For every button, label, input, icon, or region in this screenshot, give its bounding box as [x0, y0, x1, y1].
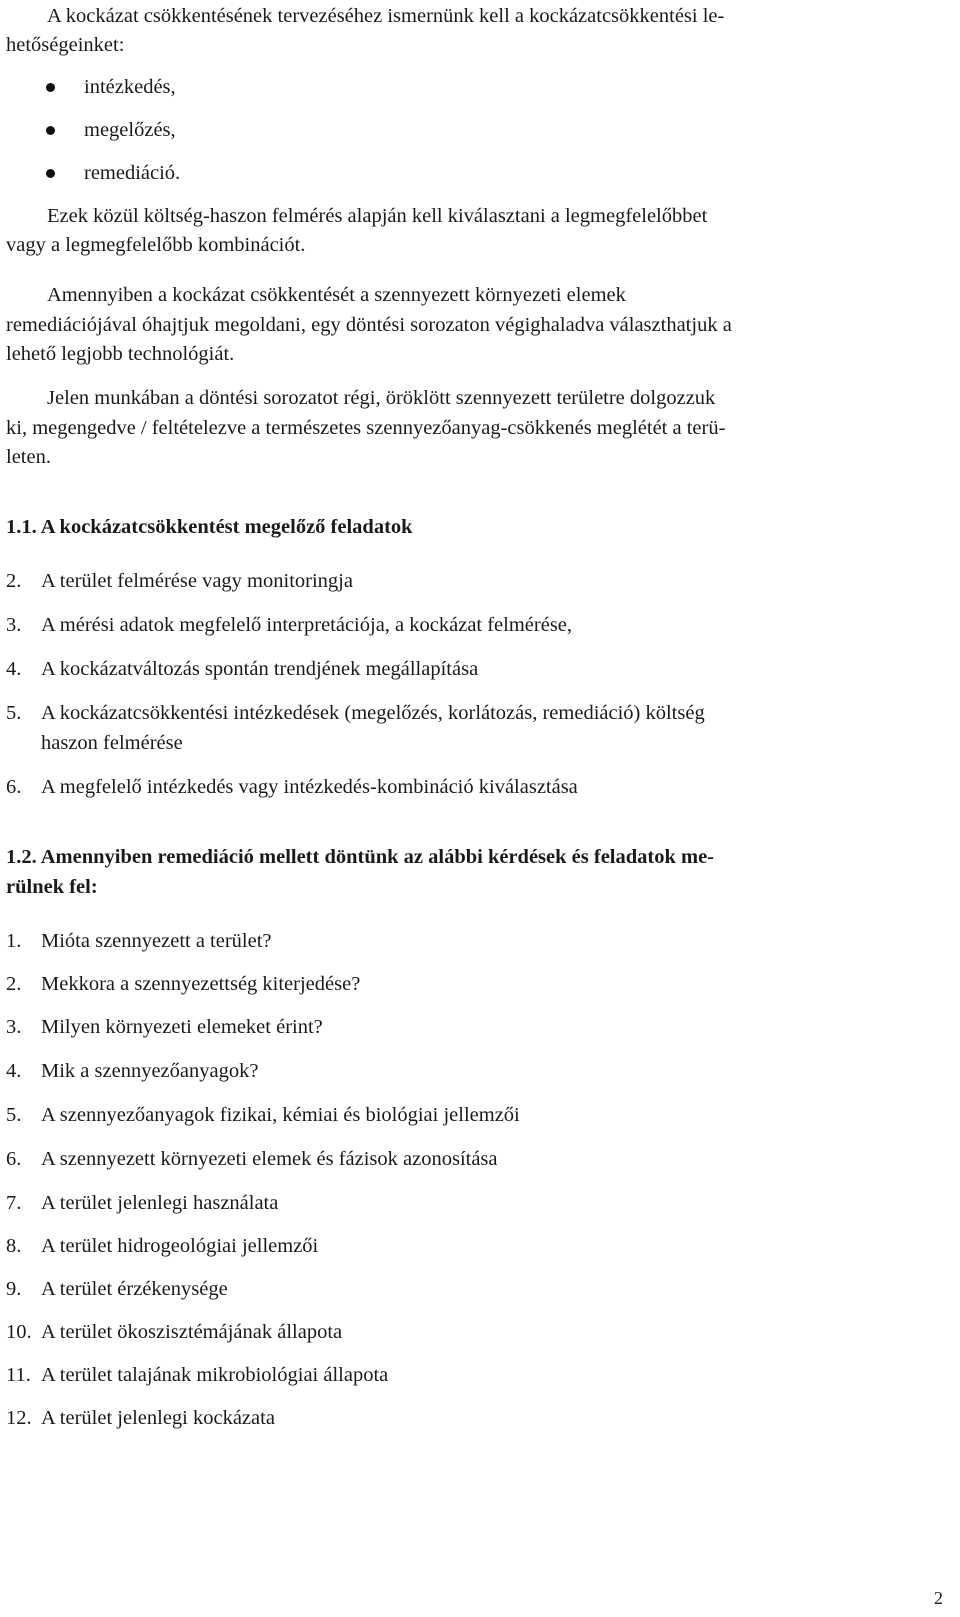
list-item-number: 5.: [6, 702, 22, 724]
list-item-text: Mióta szennyezett a terület?: [41, 930, 272, 952]
list-item-text: A kockázatcsökkentési intézkedések (megelőzés, korlátozás, remediáció) költség: [41, 702, 705, 724]
list-item-number: 10.: [6, 1321, 32, 1343]
list-item-text: A terület hidrogeológiai jellemzői: [41, 1235, 319, 1257]
bullet-dot-icon: [46, 83, 55, 92]
paragraph2-line-1: Amennyiben a kockázat csökkentését a szennyezett környezeti elemek: [47, 284, 626, 306]
list-item-text: A terület felmérése vagy monitoringja: [41, 570, 353, 592]
list-item-number: 4.: [6, 658, 22, 680]
list-item-text: A szennyezőanyagok fizikai, kémiai és biológiai jellemzői: [41, 1104, 520, 1126]
bullet-item-2: megelőzés,: [84, 119, 176, 141]
list-item-text: Milyen környezeti elemeket érint?: [41, 1016, 323, 1038]
list-item-text-continued: haszon felmérése: [41, 732, 183, 754]
bullet-dot-icon: [46, 126, 55, 135]
list-item-number: 3.: [6, 614, 22, 636]
list-item-text: A kockázatváltozás spontán trendjének megállapítása: [41, 658, 479, 680]
paragraph1-line-1: Ezek közül költség-haszon felmérés alapján kell kiválasztani a legmegfelelőbbet: [47, 205, 708, 227]
paragraph2-line-3: lehető legjobb technológiát.: [6, 343, 235, 365]
list-item-text: A szennyezett környezeti elemek és fázisok azonosítása: [41, 1148, 498, 1170]
paragraph3-line-2: ki, megengedve / feltételezve a természetes szennyezőanyag-csökkenés meglétét a terü-: [6, 417, 726, 439]
list-item-number: 3.: [6, 1016, 22, 1038]
bullet-item-3: remediáció.: [84, 162, 181, 184]
list-item-text: A terület érzékenysége: [41, 1278, 228, 1300]
list-item-number: 2.: [6, 570, 22, 592]
list-item-number: 9.: [6, 1278, 22, 1300]
list-item-number: 6.: [6, 776, 22, 798]
list-item-text: A megfelelő intézkedés vagy intézkedés-kombináció kiválasztása: [41, 776, 578, 798]
list-item-text: A terület talajának mikrobiológiai állapota: [41, 1364, 389, 1386]
list-item-number: 2.: [6, 973, 22, 995]
list-item-text: A terület jelenlegi használata: [41, 1192, 279, 1214]
section-1-2-heading-line-1: 1.2. Amennyiben remediáció mellett döntünk az alábbi kérdések és feladatok me-: [6, 846, 714, 868]
page-number: 2: [934, 1588, 943, 1608]
list-item-number: 1.: [6, 930, 22, 952]
intro-line-2: hetőségeinket:: [6, 34, 125, 56]
bullet-dot-icon: [46, 169, 55, 178]
list-item-number: 12.: [6, 1407, 32, 1429]
list-item-text: Mik a szennyezőanyagok?: [41, 1060, 259, 1082]
list-item-text: A mérési adatok megfelelő interpretációja, a kockázat felmérése,: [41, 614, 573, 636]
list-item-text: A terület ökoszisztémájának állapota: [41, 1321, 343, 1343]
list-item-number: 4.: [6, 1060, 22, 1082]
list-item-number: 6.: [6, 1148, 22, 1170]
paragraph3-line-3: leten.: [6, 446, 51, 468]
paragraph1-line-2: vagy a legmegfelelőbb kombinációt.: [6, 234, 306, 256]
bullet-item-1: intézkedés,: [84, 76, 176, 98]
list-item-number: 11.: [6, 1364, 31, 1386]
list-item-number: 7.: [6, 1192, 22, 1214]
intro-line-1: A kockázat csökkentésének tervezéséhez ismernünk kell a kockázatcsökkentési le-: [47, 5, 725, 27]
list-item-text: Mekkora a szennyezettség kiterjedése?: [41, 973, 361, 995]
section-1-1-heading: 1.1. A kockázatcsökkentést megelőző feladatok: [6, 516, 413, 538]
section-1-2-heading-line-2: rülnek fel:: [6, 876, 98, 898]
list-item-text: A terület jelenlegi kockázata: [41, 1407, 275, 1429]
paragraph2-line-2: remediációjával óhajtjuk megoldani, egy döntési sorozaton végighaladva választhatjuk a: [6, 314, 732, 336]
list-item-number: 5.: [6, 1104, 22, 1126]
list-item-number: 8.: [6, 1235, 22, 1257]
paragraph3-line-1: Jelen munkában a döntési sorozatot régi, öröklött szennyezett területre dolgozzuk: [47, 387, 716, 409]
